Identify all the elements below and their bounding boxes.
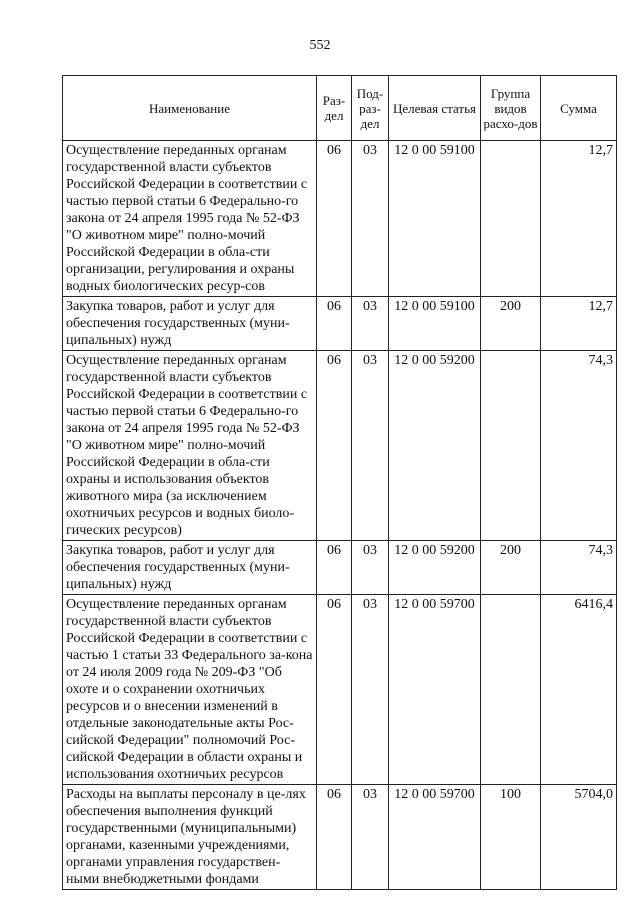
row-subsection: 03: [352, 351, 389, 541]
row-section: 06: [317, 785, 352, 890]
table-header-row: [63, 76, 617, 141]
row-subsection: 03: [352, 785, 389, 890]
row-target: 12 0 00 59100: [389, 141, 481, 297]
row-name: Закупка товаров, работ и услуг для обеспечения государственных (муни-ципальных) нужд: [63, 297, 317, 351]
row-group: [481, 141, 541, 297]
row-target: 12 0 00 59700: [389, 595, 481, 785]
table-row: [63, 595, 617, 785]
table-row: [63, 785, 617, 890]
header-sum: Сумма: [541, 76, 617, 141]
row-name: Осуществление переданных органам государственной власти субъектов Российской Федерации в соответствии с частью первой статьи 6 Федерально-го закона от 24 апреля 1995 года № 52-ФЗ "О животном мире" полно-мочий Российской Федерации в обла-сти охраны и использования объектов животного мира (за исключением охотничьих ресурсов и водных биоло-гических ресурсов): [63, 351, 317, 541]
table-row: [63, 297, 617, 351]
row-group: [481, 351, 541, 541]
header-name: Наименование: [63, 76, 317, 141]
row-target: 12 0 00 59700: [389, 785, 481, 890]
row-target: 12 0 00 59200: [389, 351, 481, 541]
row-section: 06: [317, 351, 352, 541]
row-subsection: 03: [352, 541, 389, 595]
table-row: [63, 141, 617, 297]
row-group: 200: [481, 297, 541, 351]
row-section: 06: [317, 141, 352, 297]
row-sum: 74,3: [541, 541, 617, 595]
header-subsection: Под-раз-дел: [352, 76, 389, 141]
row-sum: 12,7: [541, 141, 617, 297]
row-target: 12 0 00 59100: [389, 297, 481, 351]
row-subsection: 03: [352, 297, 389, 351]
row-group: 100: [481, 785, 541, 890]
row-name: Закупка товаров, работ и услуг для обеспечения государственных (муни-ципальных) нужд: [63, 541, 317, 595]
row-section: 06: [317, 541, 352, 595]
row-name: Осуществление переданных органам государственной власти субъектов Российской Федерации в соответствии с частью 1 статьи 33 Федерального за-кона от 24 июля 2009 года № 209-ФЗ "Об охоте и о сохранении охотничьих ресурсов и о внесении изменений в отдельные законодательные акты Рос-сийской Федерации" полномочий Рос-сийской Федерации в области охраны и использования охотничьих ресурсов: [63, 595, 317, 785]
header-expense-group: Группа видов расхо-дов: [481, 76, 541, 141]
table-row: [63, 351, 617, 541]
row-sum: 12,7: [541, 297, 617, 351]
row-group: 200: [481, 541, 541, 595]
row-name: Расходы на выплаты персоналу в це-лях обеспечения выполнения функций государственными (муниципальными) органами, казенными учреждениями, органами управления государствен-ными внебюджетными фондами: [63, 785, 317, 890]
header-section: Раз-дел: [317, 76, 352, 141]
row-section: 06: [317, 595, 352, 785]
row-sum: 74,3: [541, 351, 617, 541]
row-subsection: 03: [352, 595, 389, 785]
header-target-article: Целевая статья: [389, 76, 481, 141]
budget-table: [62, 75, 617, 890]
row-group: [481, 595, 541, 785]
page-number: 552: [309, 38, 331, 53]
row-section: 06: [317, 297, 352, 351]
table-row: [63, 541, 617, 595]
row-sum: 5704,0: [541, 785, 617, 890]
row-name: Осуществление переданных органам государственной власти субъектов Российской Федерации в соответствии с частью первой статьи 6 Федерально-го закона от 24 апреля 1995 года № 52-ФЗ "О животном мире" полно-мочий Российской Федерации в обла-сти организации, регулирования и охраны водных биологических ресур-сов: [63, 141, 317, 297]
row-sum: 6416,4: [541, 595, 617, 785]
row-subsection: 03: [352, 141, 389, 297]
row-target: 12 0 00 59200: [389, 541, 481, 595]
